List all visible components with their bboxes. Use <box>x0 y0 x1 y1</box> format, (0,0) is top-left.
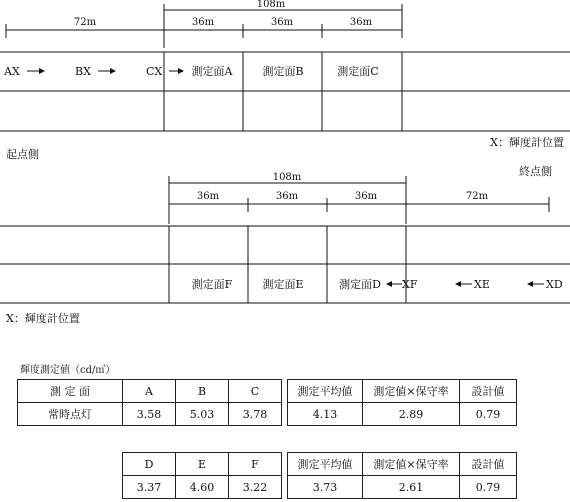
table-row <box>123 476 517 499</box>
value-c: 3.78 <box>229 403 282 426</box>
table-header-row <box>18 380 517 403</box>
bottom-dim-seg4: 72m <box>465 191 489 202</box>
value-design: 0.79 <box>460 476 517 499</box>
bottom-dim-seg2: 36m <box>275 191 299 202</box>
value-b: 5.03 <box>176 403 229 426</box>
header-maintenance: 測定値×保守率 <box>363 380 460 403</box>
top-dim-seg4: 36m <box>349 17 373 28</box>
value-maintenance: 2.61 <box>363 476 460 499</box>
meter-e-label: XE <box>474 278 490 291</box>
surface-b-label: 測定面B <box>262 65 304 78</box>
top-dim-seg2: 36m <box>191 17 215 28</box>
bottom-dim-seg3: 36m <box>354 191 378 202</box>
header-b: B <box>176 380 229 403</box>
header-c: C <box>229 380 282 403</box>
header-average: 測定平均値 <box>288 380 363 403</box>
meter-d-label: XD <box>546 278 563 291</box>
table-caption: 輝度測定値（cd/㎡） <box>20 365 116 376</box>
header-design: 設計値 <box>460 380 517 403</box>
row-label: 常時点灯 <box>18 403 123 426</box>
bottom-dim-seg1: 36m <box>196 191 220 202</box>
header-average: 測定平均値 <box>288 453 363 476</box>
header-e: E <box>176 453 229 476</box>
surface-f-label: 測定面F <box>191 278 233 291</box>
value-design: 0.79 <box>460 403 517 426</box>
table-header-row <box>123 453 517 476</box>
header-d: D <box>123 453 176 476</box>
header-surface: 測 定 面 <box>18 380 123 403</box>
meter-c-label: CX <box>146 65 163 78</box>
header-design: 設計値 <box>460 453 517 476</box>
start-side-label: 起点側 <box>6 148 39 161</box>
surface-d-label: 測定面D <box>339 278 381 291</box>
top-dim-total: 108m <box>256 0 286 10</box>
end-side-label: 終点側 <box>519 165 552 178</box>
header-f: F <box>229 453 282 476</box>
header-maintenance: 測定値×保守率 <box>363 453 460 476</box>
top-dim-seg3: 36m <box>270 17 294 28</box>
table-row <box>18 403 517 426</box>
value-e: 4.60 <box>176 476 229 499</box>
value-f: 3.22 <box>229 476 282 499</box>
surface-a-label: 測定面A <box>191 65 233 78</box>
meter-a-label: AX <box>4 65 20 78</box>
value-average: 3.73 <box>288 476 363 499</box>
header-a: A <box>123 380 176 403</box>
meter-f-label: XF <box>402 278 418 291</box>
top-road <box>0 52 570 131</box>
surface-c-label: 測定面C <box>337 65 379 78</box>
meter-b-label: BX <box>75 65 91 78</box>
value-maintenance: 2.89 <box>363 403 460 426</box>
bottom-road <box>0 226 570 303</box>
measurement-table-1 <box>17 379 517 426</box>
surface-e-label: 測定面E <box>262 278 304 291</box>
bottom-dim-total: 108m <box>272 172 302 183</box>
top-dim-seg1: 72m <box>73 17 97 28</box>
top-legend: X：輝度計位置 <box>490 136 564 149</box>
value-a: 3.58 <box>123 403 176 426</box>
value-average: 4.13 <box>288 403 363 426</box>
value-d: 3.37 <box>123 476 176 499</box>
measurement-table-2 <box>122 452 517 499</box>
bottom-legend: X：輝度計位置 <box>6 312 80 325</box>
